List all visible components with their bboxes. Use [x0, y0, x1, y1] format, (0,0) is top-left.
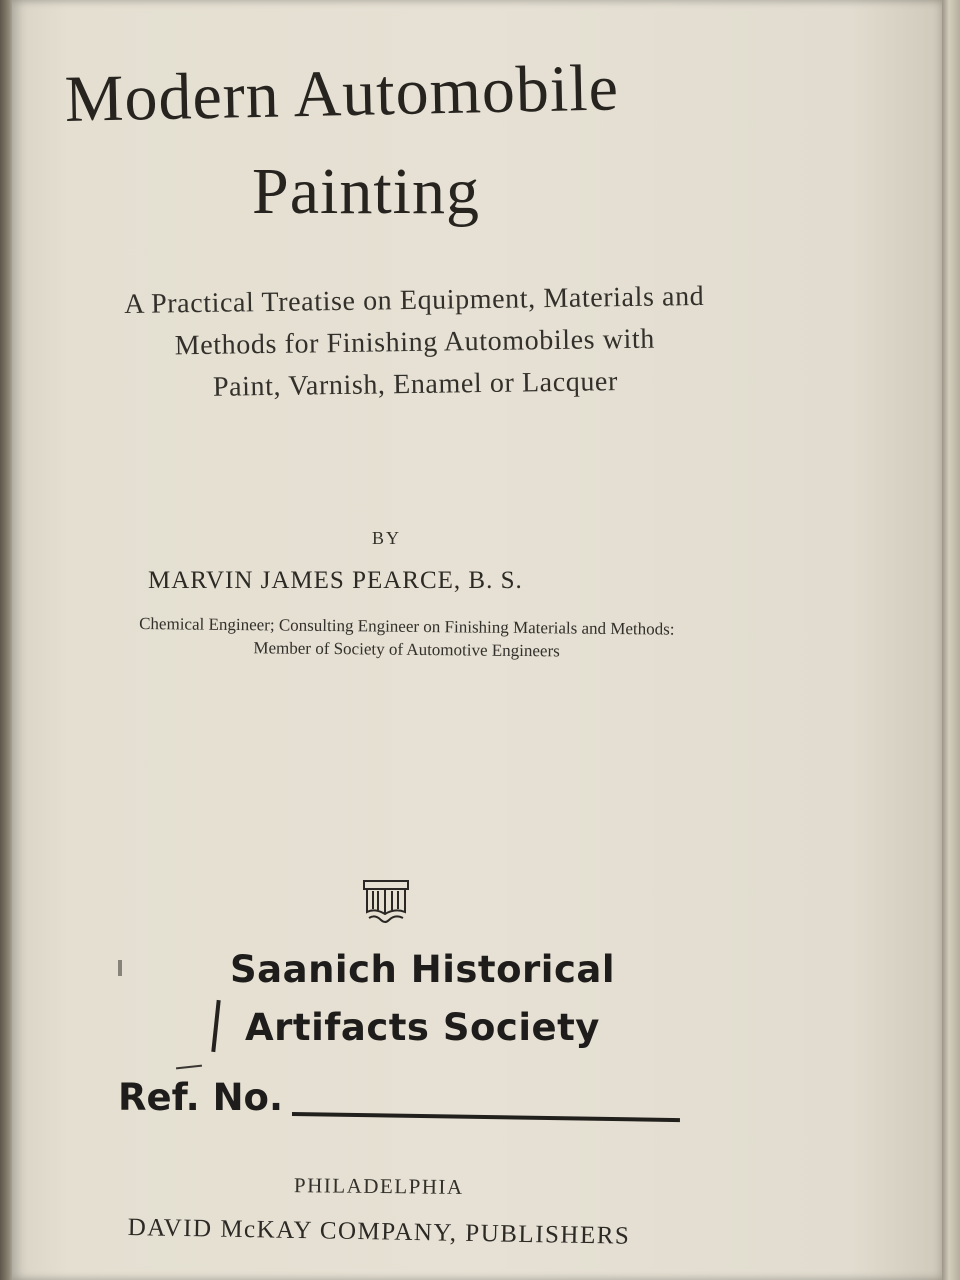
publisher-name: DAVID McKAY COMPANY, PUBLISHERS — [127, 1214, 631, 1250]
subtitle-line-2: Methods for Finishing Automobiles with — [174, 323, 656, 362]
publication-place: PHILADELPHIA — [293, 1173, 464, 1199]
stamp-ink-speck — [118, 960, 122, 976]
book-edge-right — [942, 0, 960, 1280]
credentials-line-1: Chemical Engineer; Consulting Engineer on Finishing Materials and Methods: — [139, 614, 675, 639]
subtitle-line-3: Paint, Varnish, Enamel or Lacquer — [212, 366, 619, 403]
author-name: MARVIN JAMES PEARCE, B. S. — [148, 567, 523, 594]
book-title-line-1: Modern Automobile — [64, 51, 620, 136]
stamp-ref-label: Ref. No. — [118, 1076, 284, 1119]
subtitle-line-1: A Practical Treatise on Equipment, Materials and — [123, 280, 705, 321]
stamp-line-1: Saanich Historical — [230, 948, 616, 991]
byline: BY — [372, 528, 402, 548]
book-title-line-2: Painting — [252, 155, 481, 228]
author-credentials — [42, 611, 772, 665]
book-subtitle — [54, 275, 776, 411]
open-book-icon — [361, 878, 411, 928]
credentials-line-2: Member of Society of Automotive Engineers — [253, 638, 560, 661]
stamp-line-2: Artifacts Society — [245, 1006, 600, 1049]
